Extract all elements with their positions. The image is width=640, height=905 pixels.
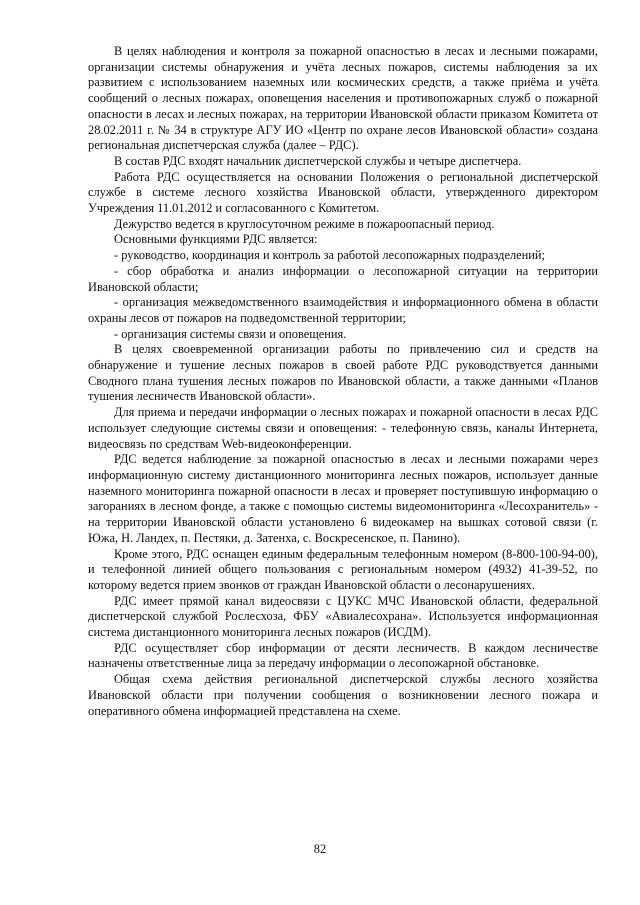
list-item: - руководство, координация и контроль за работой лесопожарных подразделений; [114, 248, 545, 263]
document-body [88, 44, 598, 719]
list-item: - организация системы связи и оповещения. [114, 326, 347, 341]
paragraph: В целях наблюдения и контроля за пожарной опасностью в лесах и лесными пожарами, организации системы обнаружения и учёта лесных пожаров, системы наблюдения за их развитием с использованием наземных или космических средств, а также приёма и учёта сообщений о лесных пожарах, оповещения населения и противопожарных служб о пожарной опасности в лесах и лесных пожарах, на территории Ивановской области приказом Комитета от 28.02.2011 г. № 34 в структуре АГУ ИО «Центр по охране лесов Ивановской области» создана региональная диспетчерская служба (далее – РДС). [88, 44, 598, 153]
paragraph: РДС осуществляет сбор информации от десяти лесничеств. В каждом лесничестве назначены ответственные лица за передачу информации о лесопожарной обстановке. [88, 640, 598, 671]
list-item: - сбор обработка и анализ информации о лесопожарной ситуации на территории Ивановской области; [88, 263, 598, 294]
paragraph: Кроме этого, РДС оснащен единым федеральным телефонным номером (8-800-100-94-00), и телефонной линией общего пользования с региональным номером (4932) 41-39-52, по которому ведется прием звонков от граждан Ивановской области о лесонарушениях. [88, 546, 598, 592]
page-number: 82 [313, 842, 327, 856]
paragraph: В целях своевременной организации работы по привлечению сил и средств на обнаружение и тушение лесных пожаров в своей работе РДС руководствуется данными Сводного плана тушения лесных пожаров по Ивановской области, а также данными «Планов тушения лесничеств Ивановской области». [88, 342, 598, 404]
paragraph: Для приема и передачи информации о лесных пожарах и пожарной опасности в лесах РДС использует следующие системы связи и оповещения: - телефонную связь, каналы Интернета, видеосвязь по средствам Web-видеоконференции. [88, 405, 598, 451]
paragraph: В состав РДС входят начальник диспетчерской службы и четыре диспетчера. [114, 153, 522, 168]
paragraph: РДС ведется наблюдение за пожарной опасностью в лесах и лесными пожарами через информационную систему дистанционного мониторинга лесных пожаров, использует данные наземного мониторинга пожарной опасности в лесах и проверяет поступившую информацию о загораниях в лесном фонде, а также с помощью системы видеомониторинга «Лесохранитель» - на территории Ивановской области установлено 6 видеокамер на вышках сотовой связи (г. Южа, Н. Ландех, п. Пестяки, д. Затенха, с. Воскресенское, п. Панино). [88, 452, 598, 545]
paragraph: Общая схема действия региональной диспетчерской службы лесного хозяйства Ивановской области при получении сообщения о возникновении лесного пожара и оперативного обмена информацией представлена на схеме. [88, 672, 598, 718]
paragraph: Работа РДС осуществляется на основании Положения о региональной диспетчерской службе в системе лесного хозяйства Ивановской области, утвержденного директором Учреждения 11.01.2012 и согласованного с Комитетом. [88, 169, 598, 216]
paragraph: РДС имеет прямой канал видеосвязи с ЦУКС МЧС Ивановской области, федеральной диспетчерской службой Рослесхоза, ФБУ «Авиалесохрана». Используется информационная система дистанционного мониторинга лесных пожаров (ИСДМ). [88, 593, 598, 640]
paragraph: Дежурство ведется в круглосуточном режиме в пожароопасный период. [114, 216, 495, 231]
paragraph: Основными функциями РДС является: [114, 232, 318, 247]
list-item: - организация межведомственного взаимодействия и информационного обмена в области охраны лесов от пожаров на подведомственной территории; [88, 295, 598, 325]
